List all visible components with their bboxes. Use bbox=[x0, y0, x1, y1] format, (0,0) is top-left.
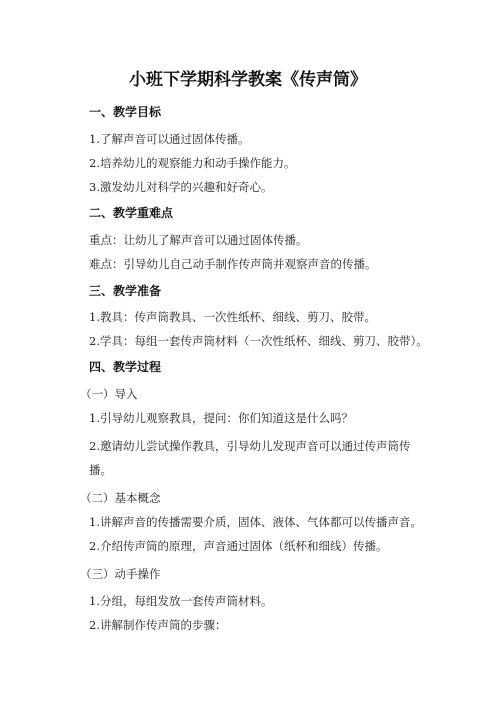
section-heading-preparation: 三、教学准备 bbox=[89, 284, 162, 298]
process-subheading-concepts: （二）基本概念 bbox=[80, 491, 161, 505]
preparation-item-1: 1.教具：传声筒教具、一次性纸杯、细线、剪刀、胶带。 bbox=[89, 310, 376, 324]
document-title: 小班下学期科学教案《传声筒》 bbox=[129, 70, 367, 90]
intro-item-1: 1.引导幼儿观察教具，提问：你们知道这是什么吗？ bbox=[89, 411, 353, 425]
goal-item-1: 1.了解声音可以通过固体传播。 bbox=[89, 132, 250, 146]
preparation-item-2: 2.学具：每组一套传声筒材料（一次性纸杯、细线、剪刀、胶带）。 bbox=[89, 334, 428, 348]
section-heading-goals: 一、教学目标 bbox=[89, 105, 162, 119]
key-point-item-2: 难点：引导幼儿自己动手制作传声筒并观察声音的传播。 bbox=[89, 257, 377, 271]
hands-on-item-2: 2.讲解制作传声筒的步骤： bbox=[89, 618, 227, 632]
concept-item-1: 1.讲解声音的传播需要介质，固体、液体、气体都可以传播声音。 bbox=[89, 515, 422, 529]
hands-on-item-1: 1.分组，每组发放一套传声筒材料。 bbox=[89, 594, 273, 608]
process-subheading-hands-on: （三）动手操作 bbox=[80, 567, 161, 581]
intro-item-2: 2.邀请幼儿尝试操作教具，引导幼儿发现声音可以通过传声筒传播。 bbox=[89, 439, 411, 477]
goal-item-2: 2.培养幼儿的观察能力和动手操作能力。 bbox=[89, 156, 296, 170]
goal-item-3: 3.激发幼儿对科学的兴趣和好奇心。 bbox=[89, 180, 273, 194]
concept-item-2: 2.介绍传声筒的原理，声音通过固体（纸杯和细线）传播。 bbox=[89, 539, 388, 553]
key-point-item-1: 重点：让幼儿了解声音可以通过固体传播。 bbox=[89, 233, 308, 247]
process-subheading-intro: （一）导入 bbox=[80, 387, 138, 401]
section-heading-key-points: 二、教学重难点 bbox=[89, 206, 174, 220]
section-heading-process: 四、教学过程 bbox=[89, 360, 162, 374]
